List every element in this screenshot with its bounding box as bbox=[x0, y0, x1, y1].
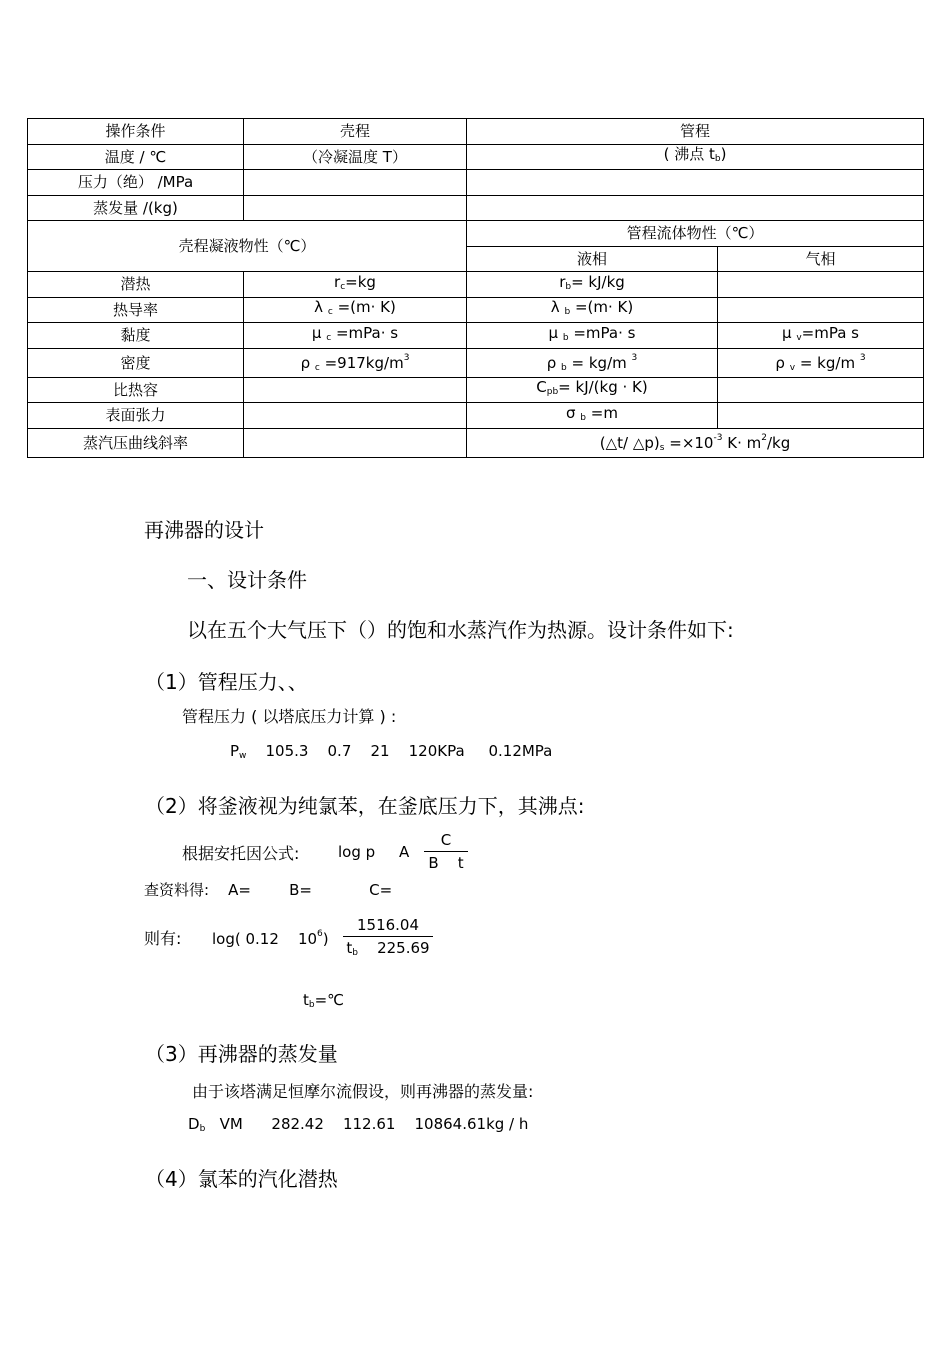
table-cell bbox=[718, 377, 924, 403]
table-cell: $C_{pb}= kJ/(kg \cdot K)$ bbox=[467, 377, 718, 403]
table-row bbox=[28, 221, 924, 247]
table-row bbox=[28, 144, 924, 170]
group-header: 壳程凝液物性（℃） bbox=[28, 221, 467, 272]
item-heading: （4）氯苯的汽化潜热 bbox=[145, 1167, 338, 1191]
row-label: 热导率 bbox=[28, 297, 244, 323]
table-cell bbox=[467, 195, 924, 221]
equation: $P_w$ 105.3 0.7 21 120KPa 0.12MPa bbox=[230, 742, 553, 761]
intro-text: 以在五个大气压下（）的饱和水蒸汽作为热源。设计条件如下: bbox=[187, 618, 734, 642]
table-cell: λ $_c$ =(m· K) bbox=[244, 297, 467, 323]
table-row bbox=[28, 170, 924, 196]
header-cell: 液相 bbox=[467, 246, 718, 272]
subsection-title: 一、设计条件 bbox=[187, 568, 307, 592]
row-label: 比热容 bbox=[28, 377, 244, 403]
item-heading: （1）管程压力、、 bbox=[145, 670, 308, 694]
row-label: 表面张力 bbox=[28, 403, 244, 429]
table-row bbox=[28, 377, 924, 403]
table-cell: μ $_v$=mPa s bbox=[718, 323, 924, 349]
table-cell bbox=[244, 428, 467, 457]
row-label: 黏度 bbox=[28, 323, 244, 349]
fraction: $\frac{1516.04}{t_b 225.69}$ bbox=[343, 916, 433, 958]
table-cell bbox=[244, 170, 467, 196]
table-cell: ρ $_v$ = kg/m $^3$ bbox=[718, 348, 924, 377]
table-cell bbox=[718, 272, 924, 298]
row-label: 蒸汽压曲线斜率 bbox=[28, 428, 244, 457]
equation: log p A bbox=[338, 843, 410, 861]
header-cell: 管程 bbox=[467, 119, 924, 145]
table-cell: （冷凝温度 T） bbox=[244, 144, 467, 170]
table-cell: λ $_b$ =(m· K) bbox=[467, 297, 718, 323]
table-cell: μ $_c$ =mPa· s bbox=[244, 323, 467, 349]
table-cell: ρ $_b$ = kg/m $^3$ bbox=[467, 348, 718, 377]
table-cell: μ $_b$ =mPa· s bbox=[467, 323, 718, 349]
row-label: 压力（绝） /MPa bbox=[28, 170, 244, 196]
row-label: 密度 bbox=[28, 348, 244, 377]
table-cell bbox=[718, 403, 924, 429]
row-label: 温度 / ℃ bbox=[28, 144, 244, 170]
result: $t_b=℃$ bbox=[303, 991, 345, 1010]
header-cell: 壳程 bbox=[244, 119, 467, 145]
item-heading: （3）再沸器的蒸发量 bbox=[145, 1042, 338, 1066]
operating-conditions-table bbox=[27, 118, 924, 458]
header-cell: 操作条件 bbox=[28, 119, 244, 145]
header-cell: 气相 bbox=[718, 246, 924, 272]
equation: log( 0.12 $10^6$) bbox=[212, 929, 329, 948]
lookup-values: 查资料得: A= B= C= bbox=[144, 881, 393, 899]
table-cell: $r_b= kJ/kg$ bbox=[467, 272, 718, 298]
table-row bbox=[28, 428, 924, 457]
group-header: 管程流体物性（℃） bbox=[467, 221, 924, 247]
equation: $D_b$ VM 282.42 112.61 10864.61kg / h bbox=[188, 1115, 529, 1134]
table-cell: ρ $_c =917kg/m^3$ bbox=[244, 348, 467, 377]
section-title: 再沸器的设计 bbox=[144, 518, 264, 542]
table-cell bbox=[718, 297, 924, 323]
table-cell bbox=[244, 403, 467, 429]
table-cell: $r_c=kg$ bbox=[244, 272, 467, 298]
table-cell: σ $_b$ =m bbox=[467, 403, 718, 429]
table-cell bbox=[244, 195, 467, 221]
row-label: 蒸发量 /(kg) bbox=[28, 195, 244, 221]
table-cell: ( 沸点 $t_b$) bbox=[467, 144, 924, 170]
table-row bbox=[28, 348, 924, 377]
fraction: $\frac{C}{\text{B t}}$ bbox=[424, 831, 468, 872]
table-row bbox=[28, 119, 924, 145]
table-row bbox=[28, 195, 924, 221]
table-row bbox=[28, 403, 924, 429]
item-heading: （2）将釜液视为纯氯苯，在釜底压力下，其沸点: bbox=[145, 794, 585, 818]
formula-label: 则有: bbox=[144, 929, 182, 948]
table-row bbox=[28, 297, 924, 323]
table-cell bbox=[244, 377, 467, 403]
table-row bbox=[28, 323, 924, 349]
row-label: 潜热 bbox=[28, 272, 244, 298]
item-description: 由于该塔满足恒摩尔流假设，则再沸器的蒸发量: bbox=[192, 1082, 534, 1101]
formula-label: 根据安托因公式: bbox=[182, 844, 300, 863]
table-row bbox=[28, 272, 924, 298]
table-cell: (△t/ $\triangle p)_s =\times 10^{-3}$ $K\cdot m^2/kg$ bbox=[467, 428, 924, 457]
item-description: 管程压力 ( 以塔底压力计算 ) : bbox=[182, 707, 397, 726]
table-cell bbox=[467, 170, 924, 196]
